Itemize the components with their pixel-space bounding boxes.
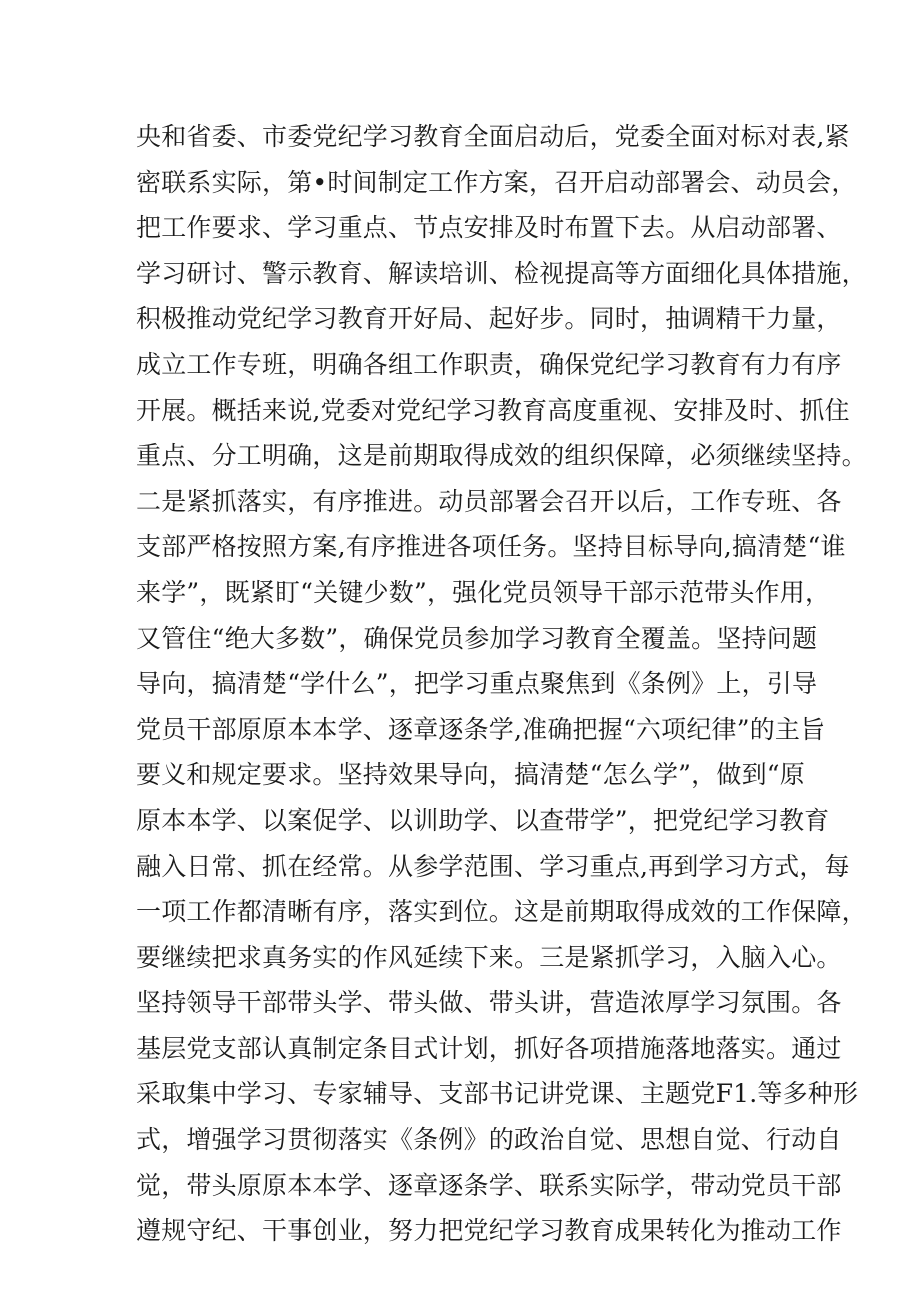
- text-line: 一项工作都清晰有序，落实到位。这是前期取得成效的工作保障，: [136, 897, 867, 927]
- text-line: 觉，带头原原本本学、逐章逐条学、联系实际学，带动党员干部: [136, 1170, 842, 1200]
- text-line: 来学”，既紧盯“关键少数”，强化党员领导干部示范带头作用，: [136, 577, 831, 607]
- text-line: 要继续把求真务实的作风延续下来。三是紧抓学习，入脑入心。: [136, 942, 842, 972]
- text-line: 积极推动党纪学习教育开好局、起好步。同时，抽调精干力量，: [136, 304, 842, 334]
- text-line: 二是紧抓落实，有序推进。动员部署会召开以后，工作专班、各: [136, 486, 842, 516]
- text-line: 式，增强学习贯彻落实《条例》的政治自觉、思想自觉、行动自: [136, 1125, 842, 1155]
- text-line: 重点、分工明确，这是前期取得成效的组织保障，必须继续坚持。: [136, 441, 867, 471]
- text-line: 支部严格按照方案,有序推进各项任务。坚持目标导向,搞清楚“谁: [136, 532, 846, 562]
- text-line: 党员干部原原本本学、逐章逐条学,准确把握“六项纪律”的主旨: [136, 714, 826, 744]
- body-text: [136, 114, 867, 1254]
- text-line: 央和省委、市委党纪学习教育全面启动后，党委全面对标对表,紧: [136, 122, 850, 151]
- text-line: 导向，搞清楚“学什么”，把学习重点聚焦到《条例》上，引导: [136, 669, 818, 699]
- text-line: 要义和规定要求。坚持效果导向，搞清楚“怎么学”，做到“原: [136, 760, 805, 790]
- text-line: 原本本学、以案促学、以训助学、以查带学”，把党纪学习教育: [136, 805, 830, 835]
- text-line: 遵规守纪、干事创业，努力把党纪学习教育成果转化为推动工作: [136, 1216, 842, 1246]
- text-line: 又管住“绝大多数”，确保党员参加学习教育全覆盖。坚持问题: [136, 623, 818, 653]
- text-line: 采取集中学习、专家辅导、支部书记讲党课、主题党F1.等多种形: [136, 1079, 859, 1109]
- text-line: 融入日常、抓在经常。从参学范围、学习重点,再到学习方式，每: [136, 851, 850, 881]
- text-line: 开展。概括来说,党委对党纪学习教育高度重视、安排及时、抓住: [136, 395, 850, 425]
- text-line: 密联系实际，第•时间制定工作方案，召开启动部署会、动员会，: [136, 167, 857, 197]
- text-line: 坚持领导干部带头学、带头做、带头讲，营造浓厚学习氛围。各: [136, 988, 842, 1018]
- text-line: 成立工作专班，明确各组工作职责，确保党纪学习教育有力有序: [136, 349, 842, 379]
- text-line: 学习研讨、警示教育、解读培训、检视提高等方面细化具体措施，: [136, 258, 867, 288]
- text-line: 把工作要求、学习重点、节点安排及时布置下去。从启动部署、: [136, 213, 842, 243]
- text-line: 基层党支部认真制定条目式计划，抓好各项措施落地落实。通过: [136, 1033, 842, 1063]
